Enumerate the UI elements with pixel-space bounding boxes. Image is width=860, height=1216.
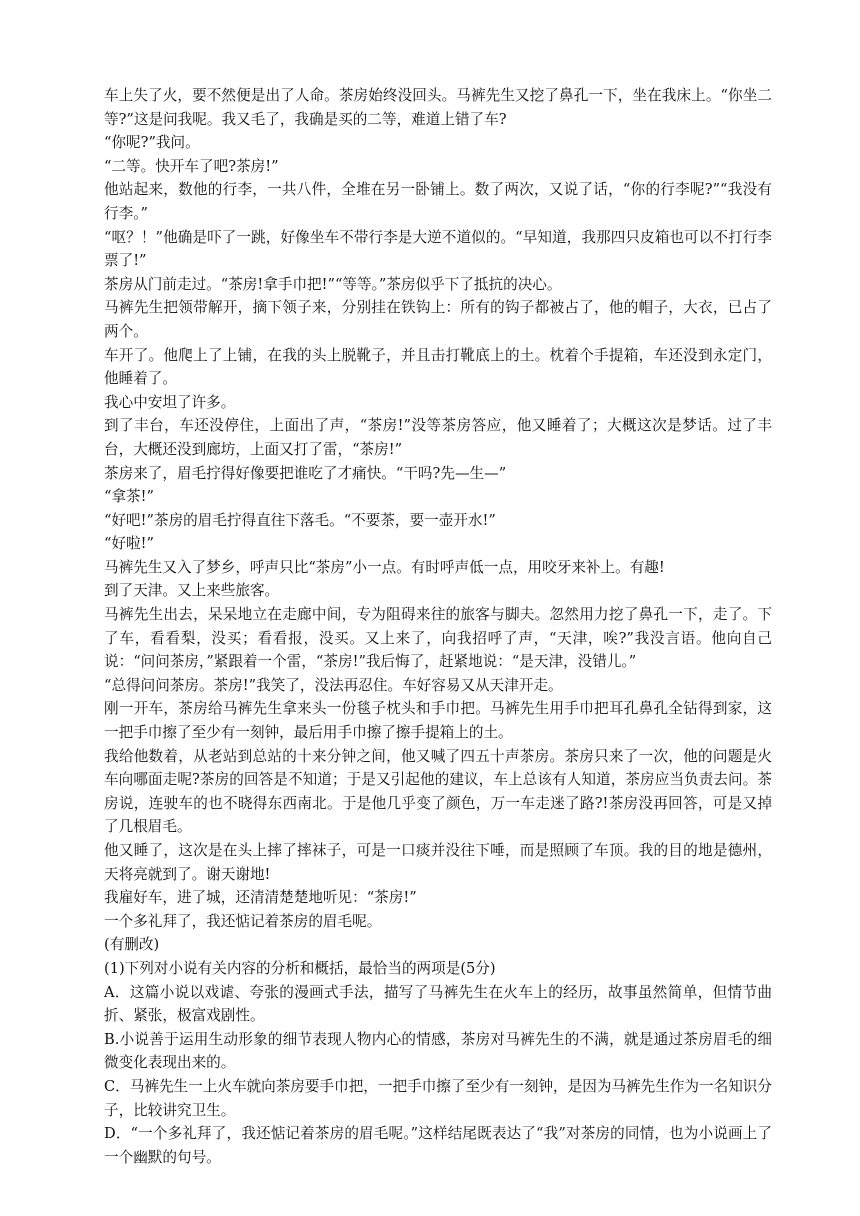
story-paragraph: 茶房从门前走过。“茶房!拿手巾把!”“等等。”茶房似乎下了抵抗的决心。 xyxy=(104,275,562,293)
option-d: D．“一个多礼拜了，我还惦记着茶房的眉毛呢。”这样结尾既表达了“我”对茶房的同情，也为小说画上了一个幽默的句号。 xyxy=(104,1125,772,1166)
option-b: B.小说善于运用生动形象的细节表现人物内心的情感，茶房对马裤先生的不满，就是通过茶房眉毛的细微变化表现出来的。 xyxy=(104,1030,772,1072)
story-paragraph: 我雇好车，进了城，还清清楚楚地听见：“茶房!” xyxy=(104,889,417,907)
source-note: (有删改) xyxy=(104,936,160,954)
story-paragraph: 他站起来，数他的行李，一共八件，全堆在另一卧铺上。数了两次，又说了话，“你的行李呢?”“我没有行李。” xyxy=(104,181,772,222)
story-paragraph: 车上失了火，要不然便是出了人命。茶房始终没回头。马裤先生又挖了鼻孔一下，坐在我床上。“你坐二等?”这是问我呢。我又毛了，我确是买的二等，难道上错了车? xyxy=(104,87,772,128)
story-paragraph: 到了丰台，车还没停住，上面出了声，“茶房!”没等茶房答应，他又睡着了；大概这次是梦话。过了丰台，大概还没到廊坊，上面又打了雷，“茶房!” xyxy=(104,417,772,458)
story-paragraph: 到了天津。又上来些旅客。 xyxy=(104,582,280,600)
option-a: A．这篇小说以戏谑、夸张的漫画式手法，描写了马裤先生在火车上的经历，故事虽然简单，但情节曲折、紧张，极富戏剧性。 xyxy=(104,983,772,1025)
story-paragraph: 刚一开车，茶房给马裤先生拿来头一份毯子枕头和手巾把。马裤先生用手巾把耳孔鼻孔全钻得到家，这一把手巾擦了至少有一刻钟，最后用手巾擦了擦手提箱上的土。 xyxy=(104,700,772,742)
story-paragraph: 他又睡了，这次是在头上摔了摔袜子，可是一口痰并没往下唾，而是照顾了车顶。我的目的地是德州，天将亮就到了。谢天谢地! xyxy=(104,842,772,883)
story-paragraph: 马裤先生把领带解开，摘下领子来，分别挂在铁钩上：所有的钩子都被占了，他的帽子，大衣，已占了两个。 xyxy=(104,299,772,340)
story-paragraph: 茶房来了，眉毛拧得好像要把谁吃了才痛快。“干吗?先—生—” xyxy=(104,464,507,482)
story-paragraph: “总得问问茶房。茶房!”我笑了，没法再忍住。车好容易又从天津开走。 xyxy=(104,676,563,694)
story-paragraph: “呕？！”他确是吓了一跳，好像坐车不带行李是大逆不道似的。“早知道，我那四只皮箱也可以不打行李票了!” xyxy=(104,228,772,270)
document-page xyxy=(104,84,772,1169)
option-c: C．马裤先生一上火车就向茶房要手巾把，一把手巾擦了至少有一刻钟，是因为马裤先生作为一名知识分子，比较讲究卫生。 xyxy=(104,1077,772,1119)
story-paragraph: 马裤先生出去，呆呆地立在走廊中间，专为阻碍来往的旅客与脚夫。忽然用力挖了鼻孔一下，走了。下了车，看看梨，没买；看看报，没买。又上来了，向我招呼了声，“天津，唉?”我没言语。他向自己说：“问问茶房，”紧跟着一个雷，“茶房!”我后悔了，赶紧地说：“是天津，没错儿。” xyxy=(104,606,772,671)
story-paragraph: “二等。快开车了吧?茶房!” xyxy=(104,157,279,175)
question-stem: (1)下列对小说有关内容的分析和概括，最恰当的两项是(5分) xyxy=(104,959,496,977)
story-paragraph: 一个多礼拜了，我还惦记着茶房的眉毛呢。 xyxy=(104,912,382,930)
story-paragraph: “拿茶!” xyxy=(104,488,154,506)
story-paragraph: “好吧!”茶房的眉毛拧得直往下落毛。“不要茶，要一壶开水!” xyxy=(104,511,496,529)
story-paragraph: “你呢?”我问。 xyxy=(104,134,200,152)
story-paragraph: “好啦!” xyxy=(104,535,154,553)
story-paragraph: 我给他数着，从老站到总站的十来分钟之间，他又喊了四五十声茶房。茶房只来了一次，他的问题是火车向哪面走呢?茶房的回答是不知道；于是又引起他的建议，车上总该有人知道，茶房应当负责去问。茶房说，连驶车的也不晓得东西南北。于是他几乎变了颜色，万一车走迷了路?!茶房没再回答，可是又掉了几根眉毛。 xyxy=(104,747,772,836)
story-paragraph: 车开了。他爬上了上铺，在我的头上脱靴子，并且击打靴底上的土。枕着个手提箱，车还没到永定门，他睡着了。 xyxy=(104,346,772,388)
story-paragraph: 我心中安坦了许多。 xyxy=(104,393,236,411)
story-paragraph: 马裤先生又入了梦乡，呼声只比“茶房”小一点。有时呼声低一点，用咬牙来补上。有趣! xyxy=(104,558,665,576)
